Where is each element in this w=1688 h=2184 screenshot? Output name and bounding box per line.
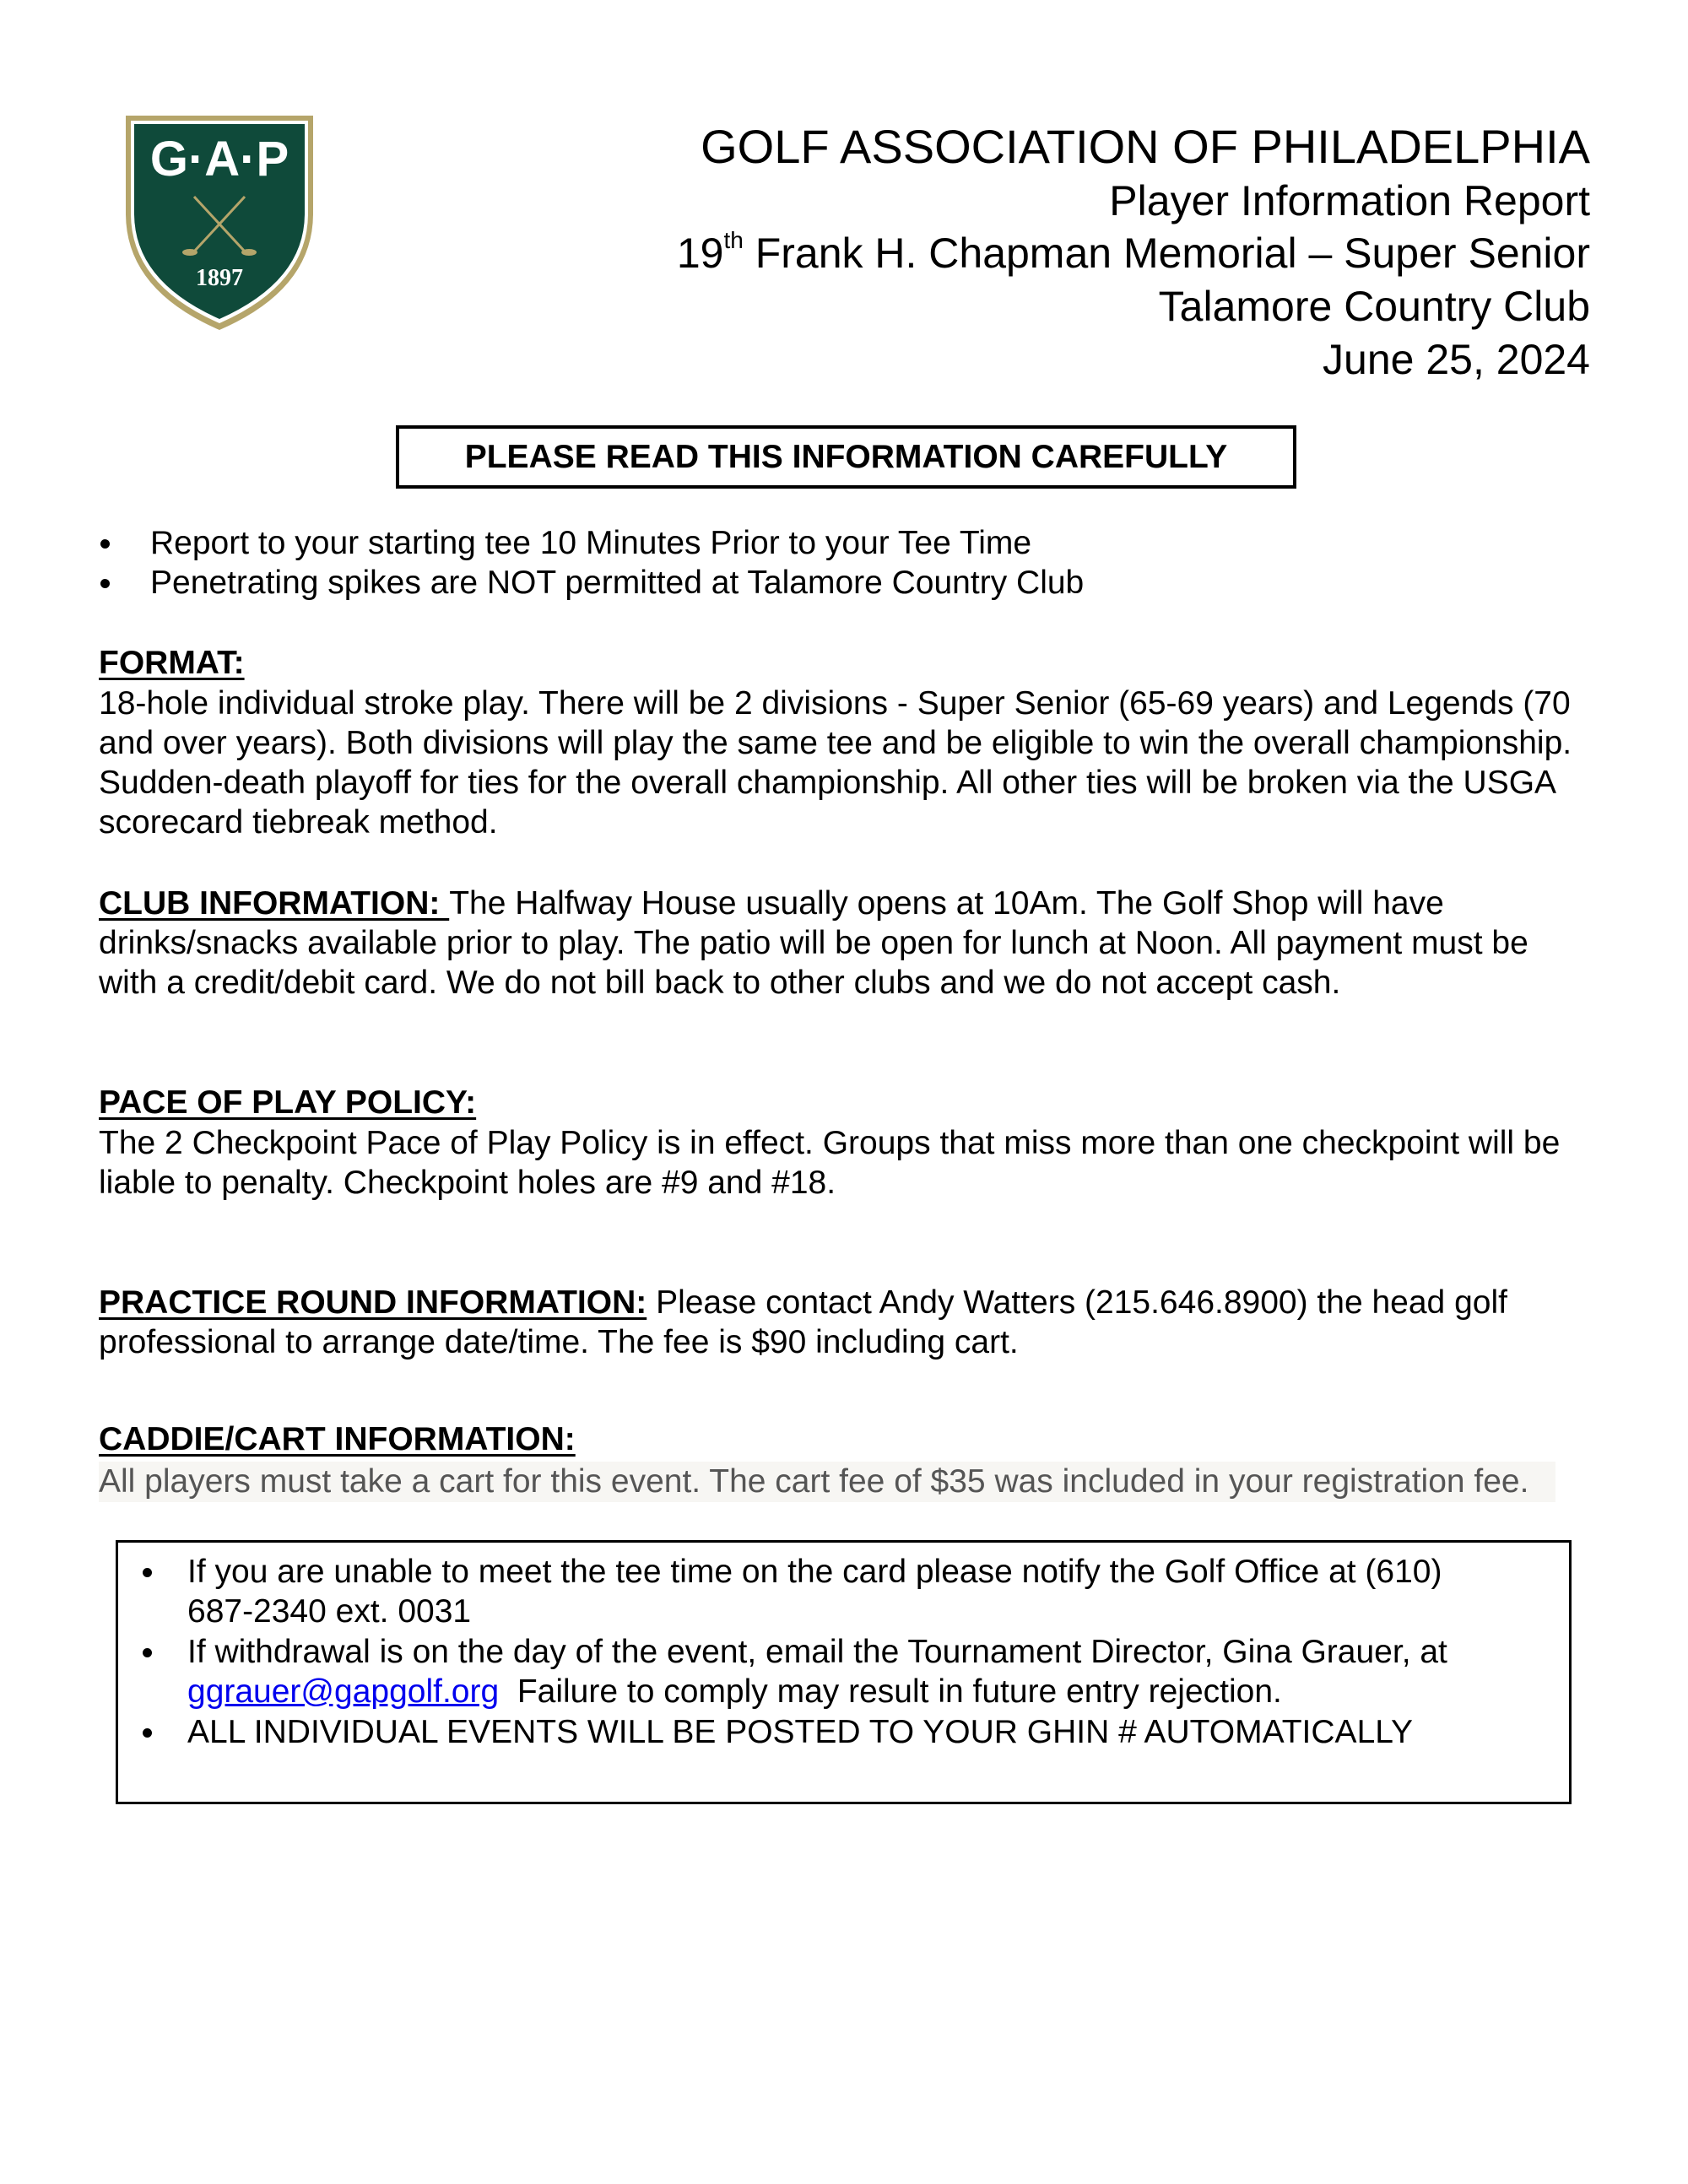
box-bullet bbox=[187, 1672, 1282, 1711]
event-date: June 25, 2024 bbox=[1323, 336, 1590, 383]
box-bullet: If withdrawal is on the day of the event, email the Tournament Director, Gina Grauer, at bbox=[187, 1634, 1447, 1670]
format-heading: FORMAT: bbox=[99, 645, 245, 681]
email-link[interactable]: ggrauer@gapgolf.org bbox=[187, 1673, 500, 1710]
venue: Talamore Country Club bbox=[1158, 283, 1590, 330]
box-bullet: ALL INDIVIDUAL EVENTS WILL BE POSTED TO YOUR GHIN # AUTOMATICALLY bbox=[187, 1714, 1414, 1750]
box-bullet-text: Failure to comply may result in future entry rejection. bbox=[499, 1673, 1282, 1710]
club-text: drinks/snacks available prior to play. The patio will be open for lunch at Noon. All payment must be bbox=[99, 925, 1528, 961]
event-suffix: th bbox=[723, 227, 744, 253]
svg-text:1897: 1897 bbox=[196, 265, 243, 291]
caddie-heading: CADDIE/CART INFORMATION: bbox=[99, 1421, 576, 1457]
practice-info-line bbox=[99, 1283, 1507, 1322]
pace-heading: PACE OF PLAY POLICY: bbox=[99, 1084, 477, 1121]
club-text: The Halfway House usually opens at 10Am. The Golf Shop will have bbox=[449, 885, 1444, 922]
svg-text:G·A·P: G·A·P bbox=[149, 132, 289, 187]
club-info-line bbox=[99, 884, 1444, 923]
org-title: GOLF ASSOCIATION OF PHILADELPHIA bbox=[701, 120, 1590, 173]
event-title bbox=[676, 227, 1590, 277]
caddie-text: All players must take a cart for this event. The cart fee of $35 was included in your registration fee. bbox=[99, 1462, 1555, 1502]
practice-heading: PRACTICE ROUND INFORMATION: bbox=[99, 1284, 647, 1321]
notice-banner: PLEASE READ THIS INFORMATION CAREFULLY bbox=[396, 425, 1296, 489]
bullet-icon bbox=[143, 1568, 152, 1577]
format-text: and over years). Both divisions will play the same tee and be eligible to win the overall championship. bbox=[99, 725, 1572, 761]
top-bullet: Report to your starting tee 10 Minutes Prior to your Tee Time bbox=[150, 525, 1032, 561]
club-text: with a credit/debit card. We do not bill back to other clubs and we do not accept cash. bbox=[99, 965, 1341, 1001]
club-heading: CLUB INFORMATION: bbox=[99, 885, 450, 922]
practice-text: Please contact Andy Watters (215.646.8900) the head golf bbox=[647, 1284, 1507, 1321]
pace-text: The 2 Checkpoint Pace of Play Policy is in effect. Groups that miss more than one checkpoint will be bbox=[99, 1125, 1561, 1161]
pace-text: liable to penalty. Checkpoint holes are #9 and #18. bbox=[99, 1165, 836, 1201]
practice-text: professional to arrange date/time. The fee is $90 including cart. bbox=[99, 1324, 1019, 1360]
event-name: Frank H. Chapman Memorial – Super Senior bbox=[743, 230, 1590, 277]
format-text: scorecard tiebreak method. bbox=[99, 804, 498, 841]
bullet-icon bbox=[100, 539, 110, 549]
format-text: 18-hole individual stroke play. There will be 2 divisions - Super Senior (65-69 years) and Legends (70 bbox=[99, 685, 1571, 722]
bullet-icon bbox=[100, 579, 110, 588]
event-number: 19 bbox=[676, 230, 724, 277]
box-bullet: If you are unable to meet the tee time on the card please notify the Golf Office at (610) bbox=[187, 1554, 1442, 1590]
box-bullet: 687-2340 ext. 0031 bbox=[187, 1593, 472, 1630]
report-title: Player Information Report bbox=[1109, 177, 1590, 224]
top-bullet: Penetrating spikes are NOT permitted at Talamore Country Club bbox=[150, 565, 1085, 601]
gap-logo bbox=[122, 112, 316, 332]
bullet-icon bbox=[143, 1648, 152, 1657]
bullet-icon bbox=[143, 1728, 152, 1738]
format-text: Sudden-death playoff for ties for the overall championship. All other ties will be broken via the USGA bbox=[99, 765, 1557, 801]
